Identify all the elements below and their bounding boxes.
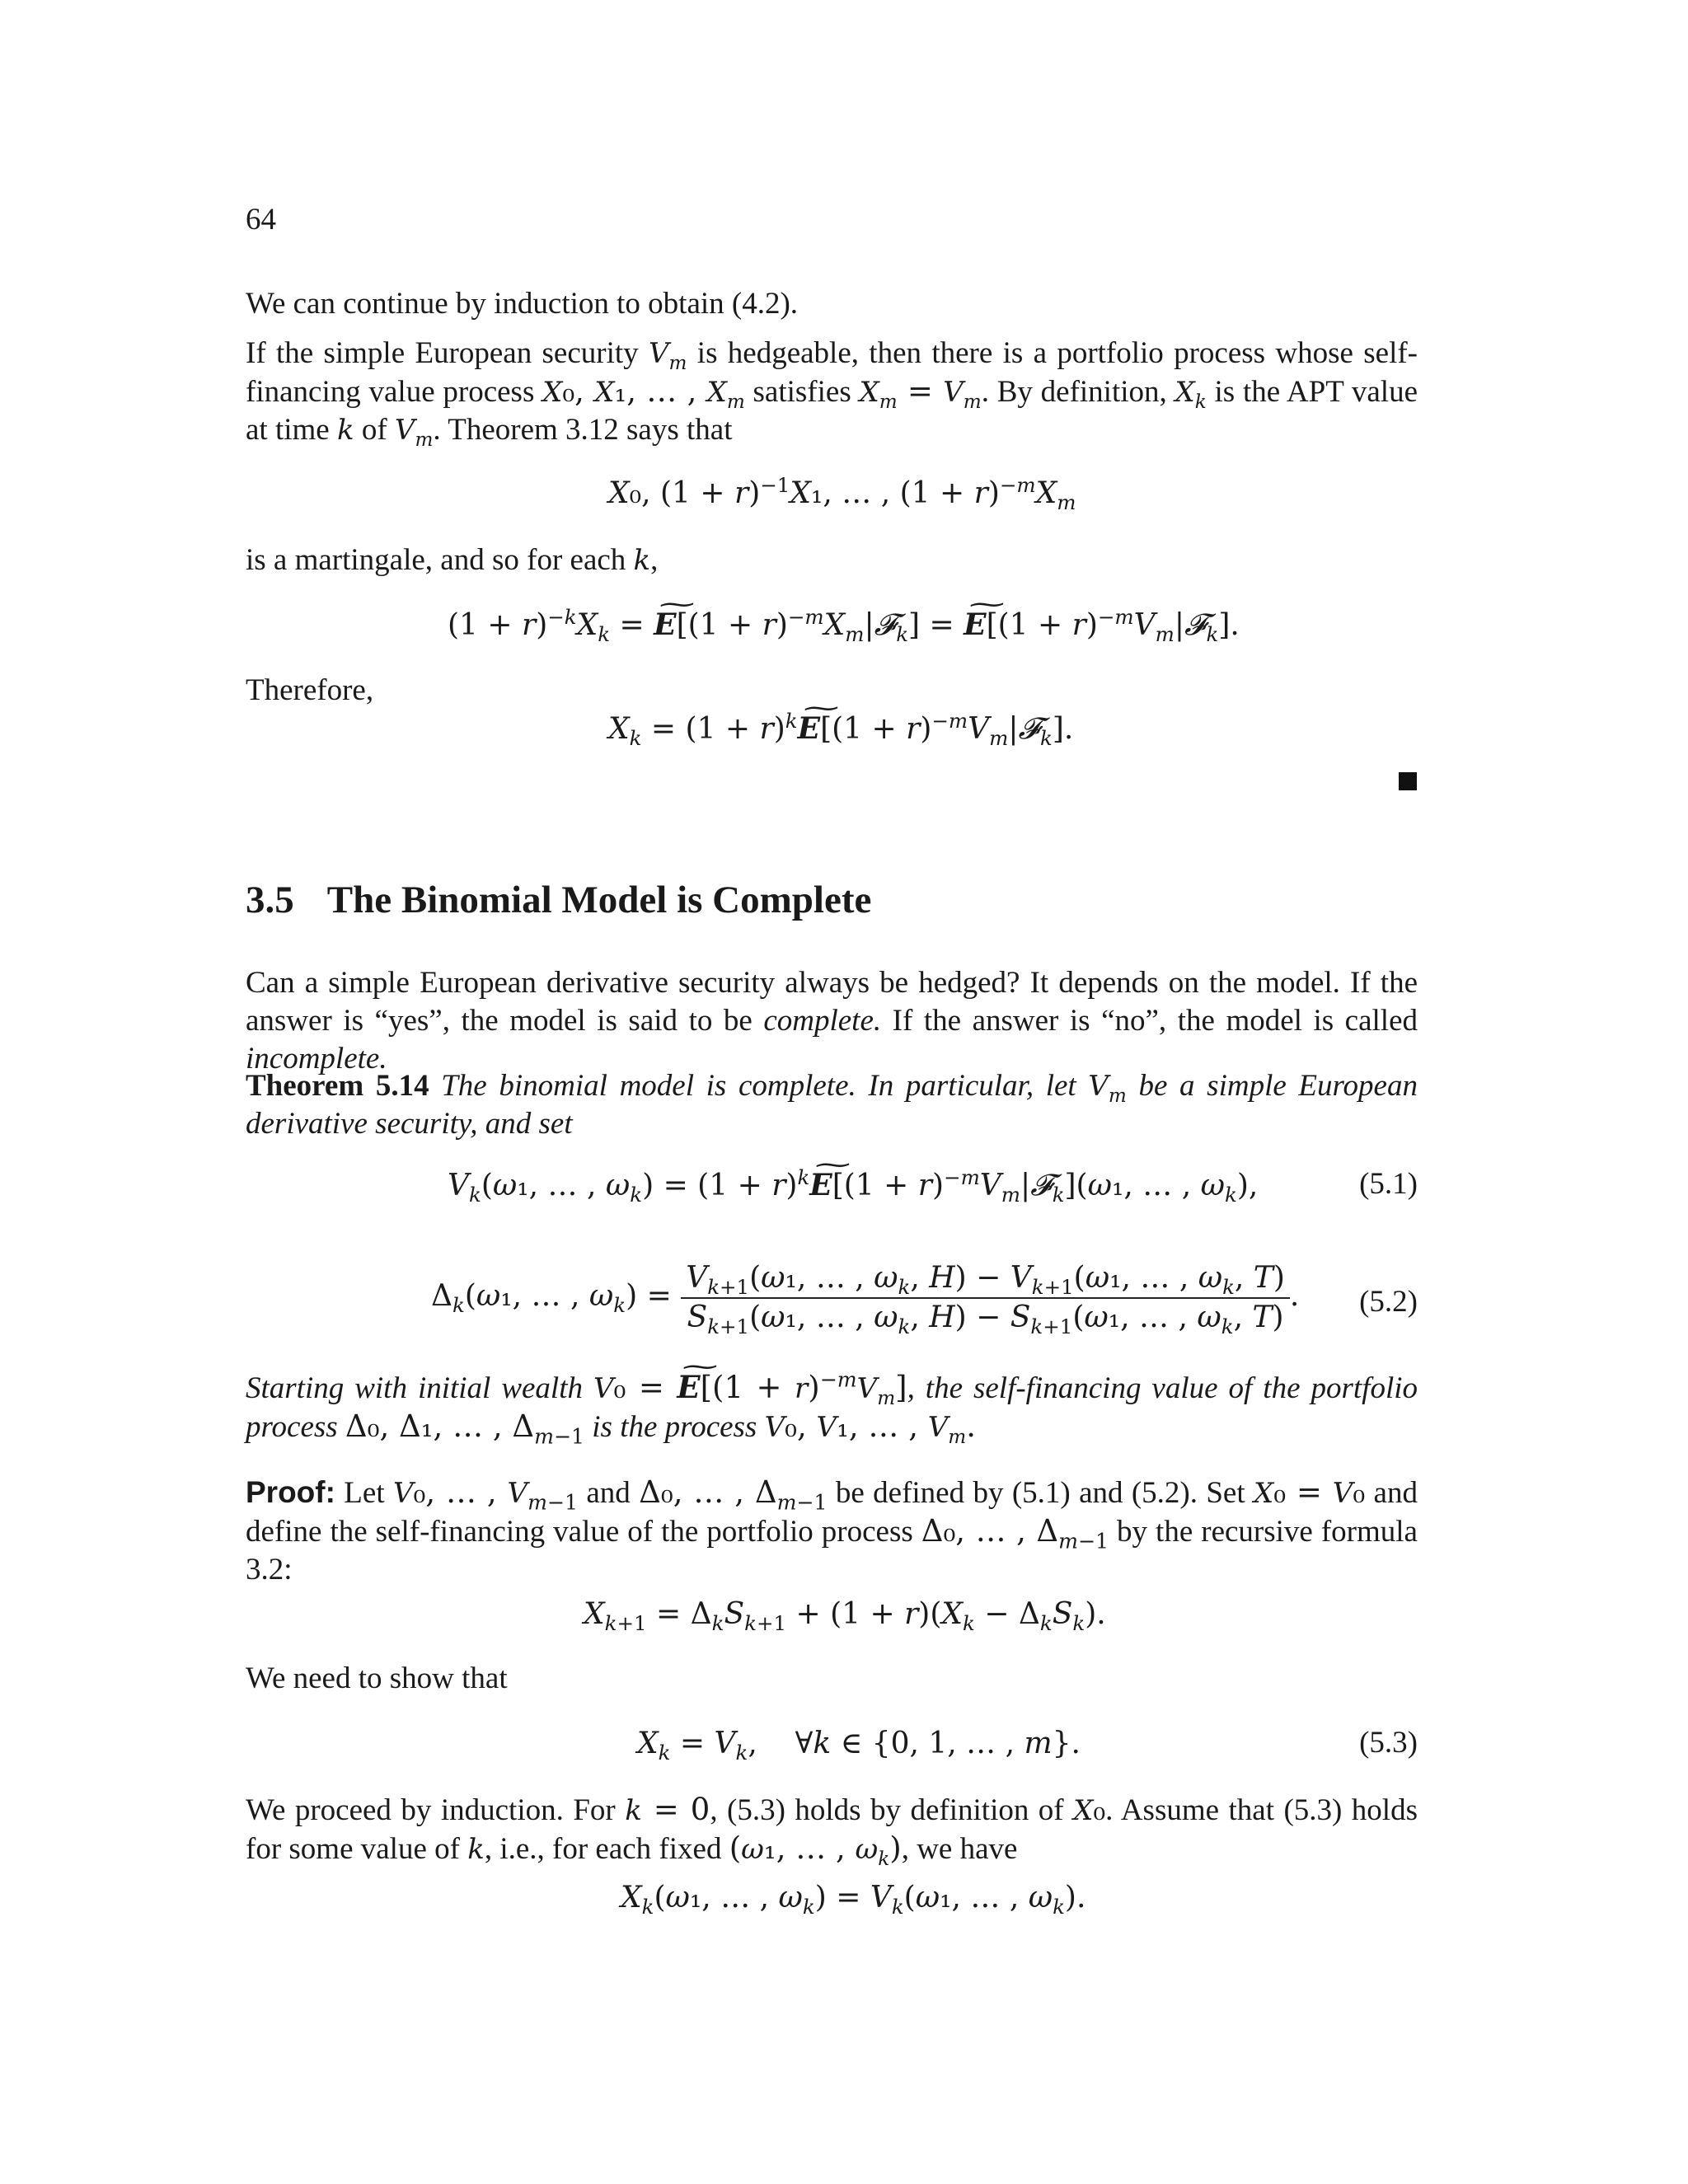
theorem-label: Theorem 5.14 (246, 1069, 429, 1103)
page-number: 64 (246, 203, 276, 237)
section-heading (246, 878, 871, 922)
hedgeable-paragraph: If the simple European security $V_m$ is hedgeable, then there is a portfolio process whose self-financing value process X₀, X₁, … , $X_m$ satisfies $X_m = V_m$. By definition, $X_k$ is the APT value at time k of $V_m$. Theorem 3.12 says that (246, 336, 1418, 451)
recursive-formula-equation: $X_{k+1} = \Delta_kS_{k+1} + (1 + r)(X_k - \Delta_kS_k)$. (584, 1597, 1106, 1636)
delta-fraction: $\frac{V_{k+1}(\omega_1, \dots , \omega_k, H) - V_{k+1}(\omega_1, \dots , \omega_k, T)}{S_{k+1}(\omega_1, \dots , \omega_k, H) - S_{k+1}(\omega_1, \dots , \omega_k, T)}$ (681, 1259, 1290, 1337)
section-number: 3.5 (246, 879, 294, 921)
qed-square-icon (1399, 772, 1417, 790)
equation-number-5-1: (5.1) (1359, 1167, 1418, 1201)
equation-5-1: $V_k(\omega_1$, … , $\omega_k) = (1$ + $r)^k\sim$ $E[(1 + r)^{-m}V_m|𝓕_k](\omega_1$, … , $\omega_k$), (448, 1166, 1258, 1205)
equation-5-2: $\Delta_k(\omega_1$, … , $\omega_k$) = $\frac{V_{k+1}(\omega_1, \dots , \omega_k, H) - V_{k+1}(\omega_1, \dots , \omega_k, T)}{S_{k+1}(\omega_1, \dots , \omega_k, H) - S_{k+1}(\omega_1, \dots , \omega_k, T)}$ . (431, 1261, 1300, 1339)
equation-number-5-2: (5.2) (1359, 1285, 1418, 1319)
therefore-line: Therefore, (246, 673, 374, 707)
complete-definition-paragraph: Can a simple European derivative security always be hedged? It depends on the model. If the answer is “yes”, the model is said to be complete. If the answer is “no”, the model is called incomplete. (246, 966, 1418, 1076)
equation-5-3: $X_k = V_k$, ∀k ∈ {0, 1, … , m}. (637, 1727, 1081, 1765)
initial-wealth-statement: Starting with initial wealth V₀ = ~ $E[(1 + r)^{-m}V_m]$, the self-financing value of the portfolio process Δ₀, Δ₁, … , $\Delta_{m-1}$ is the process V₀, V₁, … , $V_m$. (246, 1368, 1418, 1446)
induction-line: We can continue by induction to obtain (4.2). (246, 287, 799, 321)
proof-label: Proof: (246, 1475, 335, 1509)
section-title: The Binomial Model is Complete (326, 879, 872, 921)
need-to-show-line: We need to show that (246, 1661, 508, 1695)
proof-paragraph: Proof: Let V₀, … , $V_{m-1}$ and Δ₀, … , $\Delta_{m-1}$ be defined by (5.1) and (5.2). Set X₀ = V₀ and define the self-financing value of the portfolio process Δ₀, … , $\Delta_{m-1}$ by the recursive formula 3.2: (246, 1474, 1418, 1586)
martingale-sequence-equation: X₀, $(1 + r)^{-1}X_1$, … , $(1 + r)^{-m}X_m$ (608, 473, 1076, 515)
conditional-expectation-equation: $(1 + r)^{-k}X_k$ = ~ $E[(1 + r)^{-m}X_m|𝓕_k]$ = ~ $E[(1 + r)^{-m}V_m|𝓕_k]$. (448, 606, 1240, 644)
apt-value-equation: $X_k = (1$ + $r)^k\sim$ $E[(1 + r)^{-m}V_m|𝓕_k]$. (608, 710, 1073, 748)
martingale-line: is a martingale, and so for each k, (246, 543, 659, 577)
equation-number-5-3: (5.3) (1359, 1726, 1418, 1760)
induction-hypothesis-equation: $X_k(\omega_1$, … , $\omega_k) = V_k(\omega_1$, … , $\omega_k$). (621, 1881, 1086, 1919)
induction-paragraph: We proceed by induction. For k = 0, (5.3) holds by definition of X₀. Assume that (5.3) holds for some value of k, i.e., for each fixed (ω₁, … , $\omega_k$), we have (246, 1792, 1418, 1870)
theorem-statement: Theorem 5.14 The binomial model is complete. In particular, let $V_m$ be a simple European derivative security, and set (246, 1069, 1418, 1141)
